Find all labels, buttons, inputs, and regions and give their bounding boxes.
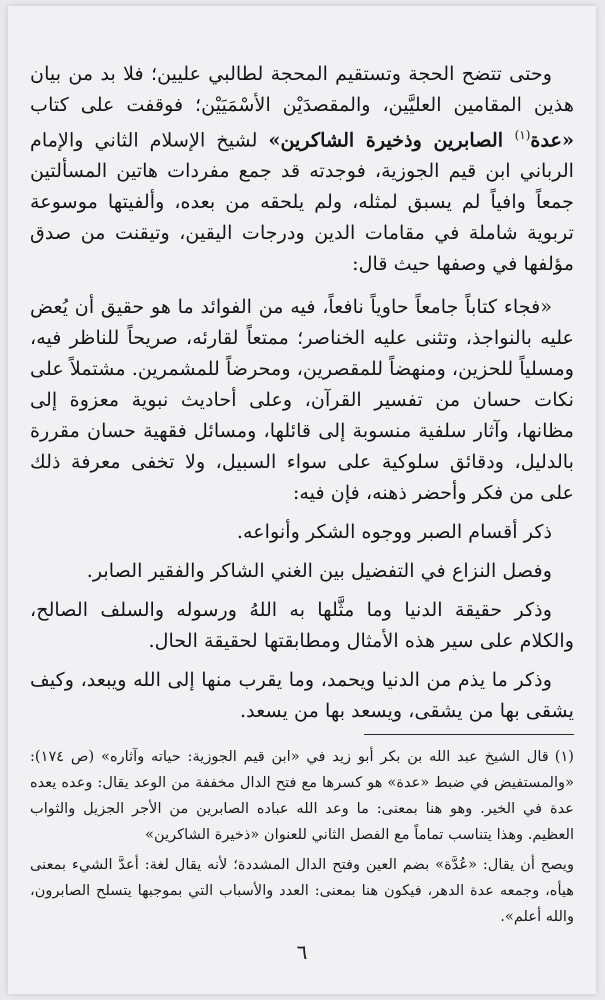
paragraph-item-4: وذكر ما يذم من الدنيا ويحمد، وما يقرب منها إلى الله ويبعد، وكيف يشقى بها من يشقى، ويسعد بها من يسعد. [30, 668, 574, 723]
book-title-part1: «عدة [530, 128, 574, 152]
intro-text-b: لشيخ الإسلام الثاني والإمام الرباني ابن قيم الجوزية، فوجدته قد جمع مفردات هاتين المسألتين جمعاً وافياً لم يسبق لمثله، ولم يلحقه من بعده، وألفيتها موسوعة تربوية شاملة في مقامات الدين ودرجات اليقين، وتيقنت من صدق مؤلفها في وصفها حيث قال: [30, 128, 574, 276]
footnote-divider [364, 734, 574, 735]
footnote-ref: (١) [514, 128, 531, 142]
paragraph-quote: «فجاء كتاباً جامعاً حاوياً نافعاً، فيه من الفوائد ما هو حقيق أن يُعض عليه بالنواجذ، وتثنى عليه الخناصر؛ ممتعاً لقارئه، صريحاً للناظر فيه، ومسلياً للحزين، ومنهضاً للمقصرين، ومحرضاً للمشمرين. مشتملاً على نكات حسان من تفسير القرآن، وعلى أحاديث نبوية معزوة إلى مظانها، وآثار سلفية منسوبة إلى قائلها، ومسائل فقهية حسان مقررة بالدليل، ودقائق سلوكية على سواء السبيل، ولا تخفى معرفة ذلك على من فكر وأحضر ذهنه، فإن فيه: [30, 295, 574, 505]
paragraph-item-1: ذكر أقسام الصبر ووجوه الشكر وأنواعه. [236, 520, 552, 544]
page-number: ٦ [296, 940, 308, 964]
main-text [30, 58, 574, 726]
book-page [8, 6, 596, 994]
footnote-1-continued: ويصح أن يقال: «عُدَّة» بضم العين وفتح الدال المشددة؛ لأنه يقال لغة: أعدَّ الشيء بمعنى هيأه، وجمعه عدة الدهر، فيكون هنا بمعنى: العدد والأسباب التي بموجبها يتسلح الصابرون، والله أعلم». [30, 856, 574, 925]
paragraph-item-2: وفصل النزاع في التفضيل بين الغني الشاكر والفقير الصابر. [86, 559, 552, 583]
footnotes [30, 744, 574, 930]
intro-text-a: وحتى تتضح الحجة وتستقيم المحجة لطالبي عليين؛ فلا بد من بيان هذين المقامين العليَّين، والمقصدَيْن الأسْمَيَيْن؛ فوقفت على كتاب [30, 62, 574, 116]
paragraph-item-3: وذكر حقيقة الدنيا وما مثَّلها به اللهُ ورسوله والسلف الصالح، والكلام على سير هذه الأمثال ومطابقتها لحقيقة الحال. [30, 598, 574, 653]
paragraph-intro [30, 58, 574, 279]
footnote-1-text: قال الشيخ عبد الله بن بكر أبو زيد في «ابن قيم الجوزية: حياته وآثاره» (ص ١٧٤): «والمستفيض في ضبط «عدة» هو كسرها مع فتح الدال مخففة من الوعد يقال: وعده يعده عدة في الخير. وهو هنا بمعنى: ما وعد الله عباده الصابرين من الأجر الجزيل والثواب العظيم. وهذا يتناسب تماماً مع الفصل الثاني للعنوان «ذخيرة الشاكرين» [30, 748, 574, 843]
footnote-mark: (١) [554, 748, 574, 765]
book-title-part2: الصابرين وذخيرة الشاكرين» [268, 128, 515, 152]
footnote-1 [30, 744, 574, 848]
